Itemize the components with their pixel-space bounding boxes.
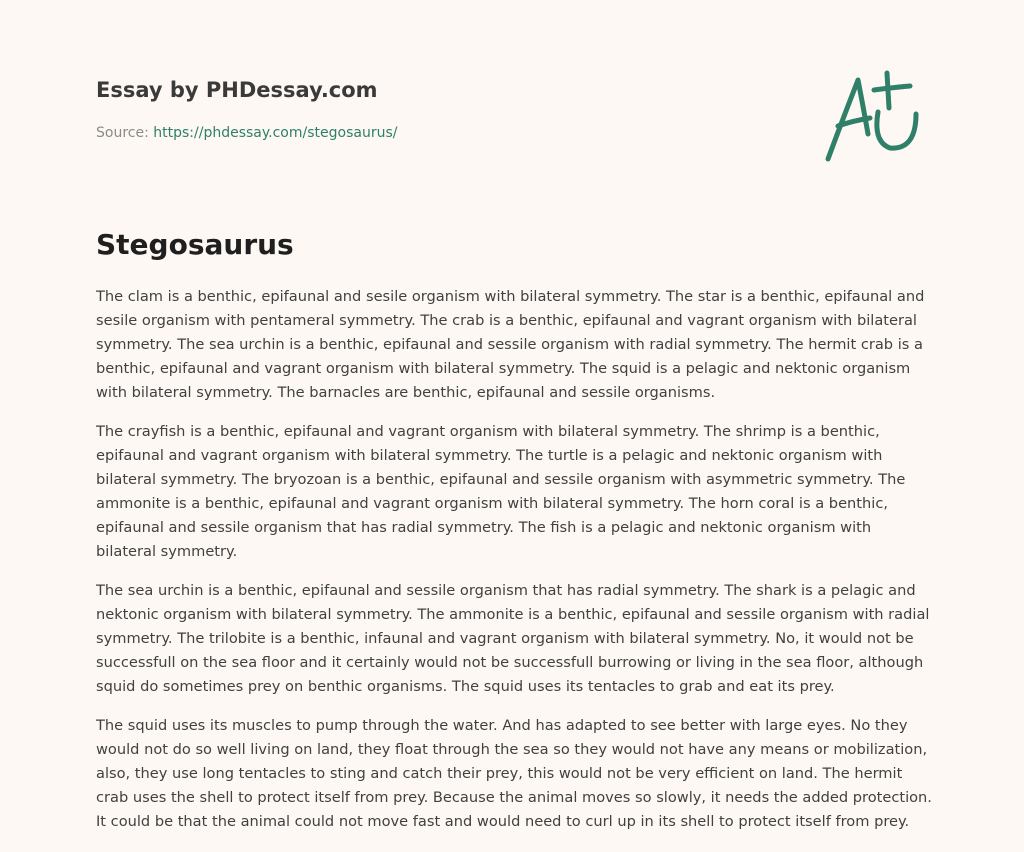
- essay-paragraph: The squid uses its muscles to pump through the water. And has adapted to see better with large eyes. No they would not do so well living on land, they float through the sea so they would not have any means or mobilization, also, they use long tentacles to sting and catch their prey, this would not be very efficient on land. The hermit crab uses the shell to protect itself from prey. Because the animal moves so slowly, it needs the added protection. It could be that the animal could not move fast and would need to curl up in its shell to protect itself from prey.: [96, 717, 932, 830]
- source-label: Source:: [96, 125, 149, 141]
- essay-paragraph: The sea urchin is a benthic, epifaunal and sessile organism that has radial symmetry. The shark is a pelagic and nektonic organism with bilateral symmetry. The ammonite is a benthic, epifaunal and sessile organism with radial symmetry. The trilobite is a benthic, infaunal and vagrant organism with bilateral symmetry. No, it would not be successfull on the sea floor and it certainly would not be successfull burrowing or living in the sea floor, although squid do sometimes prey on benthic organisms. The squid uses its tentacles to grab and eat its prey.: [96, 582, 930, 695]
- essay-title: Stegosaurus: [96, 228, 294, 261]
- source-link[interactable]: https://phdessay.com/stegosaurus/: [153, 125, 398, 141]
- essay-paragraph: The clam is a benthic, epifaunal and sesile organism with bilateral symmetry. The star is a benthic, epifaunal and sesile organism with pentameral symmetry. The crab is a benthic, epifaunal and vagrant organism with bilateral symmetry. The sea urchin is a benthic, epifaunal and sessile organism with radial symmetry. The hermit crab is a benthic, epifaunal and vagrant organism with bilateral symmetry. The squid is a pelagic and nektonic organism with bilateral symmetry. The barnacles are benthic, epifaunal and sessile organisms.: [96, 288, 925, 401]
- brand-title: Essay by PHDessay.com: [96, 78, 378, 102]
- essay-body: [96, 285, 932, 849]
- source-line: [96, 123, 696, 143]
- a-plus-logo-icon: [818, 66, 928, 166]
- essay-paragraph: The crayfish is a benthic, epifaunal and vagrant organism with bilateral symmetry. The shrimp is a benthic, epifaunal and vagrant organism with bilateral symmetry. The turtle is a pelagic and nektonic organism with bilateral symmetry. The bryozoan is a benthic, epifaunal and sessile organism with asymmetric symmetry. The ammonite is a benthic, epifaunal and vagrant organism with bilateral symmetry. The horn coral is a benthic, epifaunal and sessile organism that has radial symmetry. The fish is a pelagic and nektonic organism with bilateral symmetry.: [96, 423, 906, 560]
- essay-header: [96, 76, 696, 143]
